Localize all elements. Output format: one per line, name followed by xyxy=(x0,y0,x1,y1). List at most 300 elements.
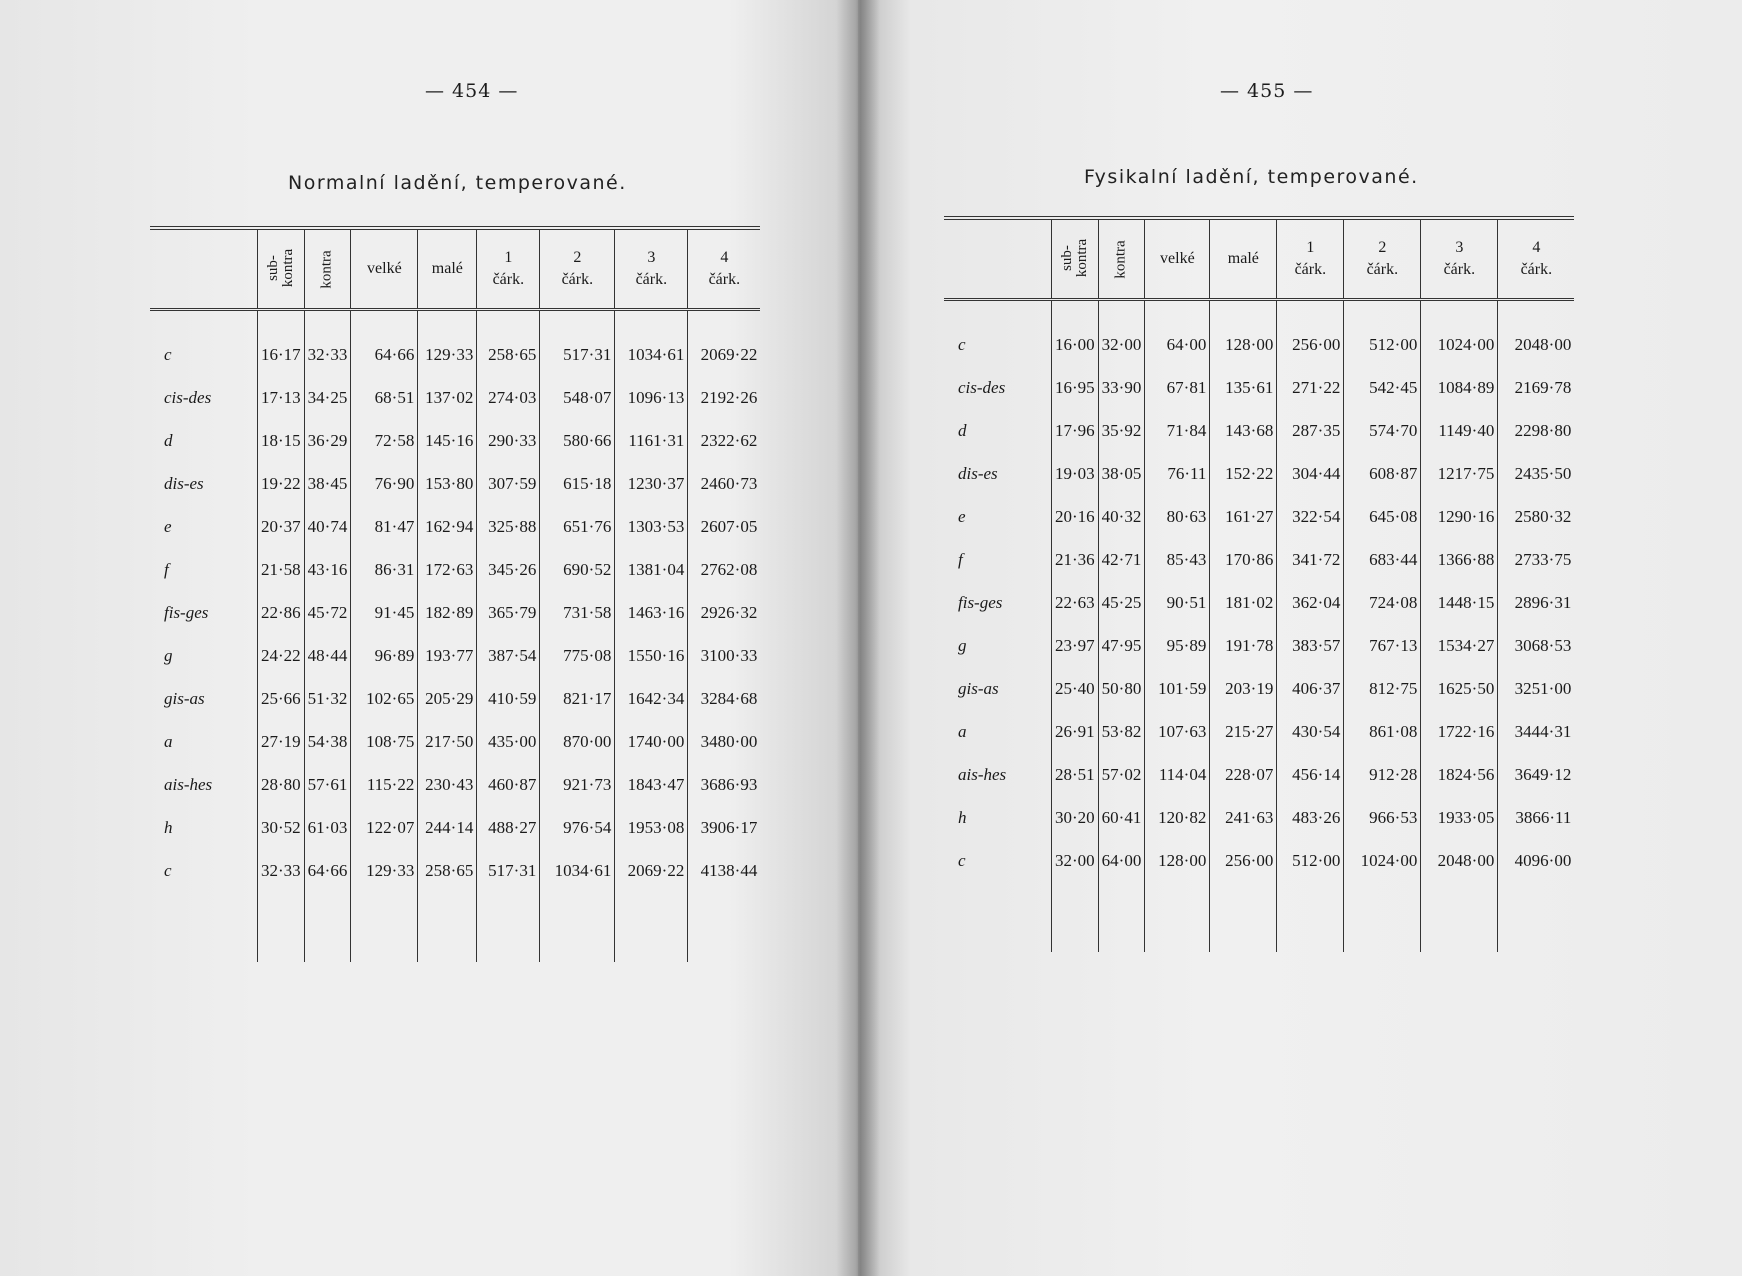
spacer-cell xyxy=(1277,882,1344,952)
frequency-cell: 271·22 xyxy=(1277,366,1344,409)
frequency-cell: 193·77 xyxy=(418,634,477,677)
table-row xyxy=(944,796,1574,839)
frequency-cell: 137·02 xyxy=(418,376,477,419)
note-name-cell: d xyxy=(958,420,967,440)
frequency-cell: 54·38 xyxy=(304,720,351,763)
spacer-cell xyxy=(1421,300,1498,324)
note-name-cell: f xyxy=(164,559,169,579)
frequency-cell: 410·59 xyxy=(477,677,540,720)
frequency-cell: 18·15 xyxy=(258,419,305,462)
frequency-cell: 651·76 xyxy=(540,505,615,548)
frequency-cell: 2322·62 xyxy=(688,419,761,462)
table-row xyxy=(150,677,760,720)
frequency-cell: 129·33 xyxy=(418,333,477,376)
frequency-cell: 107·63 xyxy=(1145,710,1210,753)
note-name-cell: gis-as xyxy=(164,688,205,708)
spacer-cell xyxy=(1344,300,1421,324)
frequency-cell: 203·19 xyxy=(1210,667,1277,710)
header-subkontra: sub- kontra xyxy=(1052,218,1099,300)
note-name-cell: d xyxy=(164,430,173,450)
frequency-cell: 812·75 xyxy=(1344,667,1421,710)
frequency-cell: 365·79 xyxy=(477,591,540,634)
spacer-cell xyxy=(150,310,258,334)
frequency-cell: 71·84 xyxy=(1145,409,1210,452)
frequency-cell: 25·40 xyxy=(1052,667,1099,710)
frequency-cell: 2435·50 xyxy=(1498,452,1575,495)
frequency-cell: 2733·75 xyxy=(1498,538,1575,581)
frequency-cell: 72·58 xyxy=(351,419,418,462)
page-number: — 454 — xyxy=(425,80,519,102)
frequency-cell: 345·26 xyxy=(477,548,540,591)
frequency-cell: 143·68 xyxy=(1210,409,1277,452)
note-name-cell: fis-ges xyxy=(958,592,1003,612)
frequency-cell: 1024·00 xyxy=(1344,839,1421,882)
frequency-cell: 120·82 xyxy=(1145,796,1210,839)
frequency-cell: 3100·33 xyxy=(688,634,761,677)
table-row xyxy=(150,849,760,892)
frequency-cell: 548·07 xyxy=(540,376,615,419)
book-gutter xyxy=(836,0,880,1276)
frequency-cell: 22·86 xyxy=(258,591,305,634)
frequency-cell: 244·14 xyxy=(418,806,477,849)
frequency-cell: 2069·22 xyxy=(688,333,761,376)
frequency-cell: 608·87 xyxy=(1344,452,1421,495)
frequency-cell: 191·78 xyxy=(1210,624,1277,667)
spacer-cell xyxy=(1145,882,1210,952)
header-3-cark: 3 čárk. xyxy=(615,228,688,310)
table-row xyxy=(944,667,1574,710)
frequency-cell: 2926·32 xyxy=(688,591,761,634)
frequency-cell: 1034·61 xyxy=(615,333,688,376)
table-row xyxy=(944,753,1574,796)
frequency-cell: 3251·00 xyxy=(1498,667,1575,710)
frequency-cell: 307·59 xyxy=(477,462,540,505)
frequency-cell: 3906·17 xyxy=(688,806,761,849)
frequency-cell: 821·17 xyxy=(540,677,615,720)
frequency-cell: 1740·00 xyxy=(615,720,688,763)
frequency-cell: 3649·12 xyxy=(1498,753,1575,796)
frequency-cell: 383·57 xyxy=(1277,624,1344,667)
frequency-cell: 2192·26 xyxy=(688,376,761,419)
frequency-cell: 161·27 xyxy=(1210,495,1277,538)
spacer-cell xyxy=(1052,300,1099,324)
frequency-cell: 102·65 xyxy=(351,677,418,720)
frequency-cell: 80·63 xyxy=(1145,495,1210,538)
frequency-cell: 28·80 xyxy=(258,763,305,806)
frequency-cell: 2580·32 xyxy=(1498,495,1575,538)
frequency-cell: 61·03 xyxy=(304,806,351,849)
note-name-cell: dis-es xyxy=(164,473,204,493)
table-row xyxy=(944,323,1574,366)
frequency-cell: 2169·78 xyxy=(1498,366,1575,409)
table-row xyxy=(150,462,760,505)
frequency-cell: 258·65 xyxy=(477,333,540,376)
spacer-cell xyxy=(615,310,688,334)
header-male: malé xyxy=(418,228,477,310)
frequency-cell: 64·66 xyxy=(304,849,351,892)
frequency-cell: 81·47 xyxy=(351,505,418,548)
frequency-cell: 2069·22 xyxy=(615,849,688,892)
frequency-cell: 32·33 xyxy=(304,333,351,376)
spacer-cell xyxy=(477,892,540,962)
note-name-cell: fis-ges xyxy=(164,602,209,622)
frequency-cell: 16·00 xyxy=(1052,323,1099,366)
frequency-cell: 1034·61 xyxy=(540,849,615,892)
frequency-cell: 3068·53 xyxy=(1498,624,1575,667)
spacer-cell xyxy=(258,310,305,334)
spacer-cell xyxy=(944,882,1052,952)
spacer-cell xyxy=(418,892,477,962)
frequency-cell: 217·50 xyxy=(418,720,477,763)
table-row xyxy=(944,710,1574,753)
frequency-cell: 1843·47 xyxy=(615,763,688,806)
frequency-cell: 435·00 xyxy=(477,720,540,763)
frequency-cell: 430·54 xyxy=(1277,710,1344,753)
frequency-cell: 2460·73 xyxy=(688,462,761,505)
frequency-cell: 921·73 xyxy=(540,763,615,806)
frequency-table xyxy=(150,226,760,962)
frequency-cell: 57·02 xyxy=(1098,753,1145,796)
frequency-cell: 33·90 xyxy=(1098,366,1145,409)
frequency-cell: 64·00 xyxy=(1145,323,1210,366)
frequency-cell: 22·63 xyxy=(1052,581,1099,624)
frequency-cell: 483·26 xyxy=(1277,796,1344,839)
table-row xyxy=(944,495,1574,538)
frequency-cell: 775·08 xyxy=(540,634,615,677)
table-row xyxy=(944,409,1574,452)
frequency-cell: 128·00 xyxy=(1210,323,1277,366)
spacer-cell xyxy=(1498,882,1575,952)
frequency-cell: 76·90 xyxy=(351,462,418,505)
note-name-cell: cis-des xyxy=(164,387,212,407)
frequency-cell: 4096·00 xyxy=(1498,839,1575,882)
header-velke: velké xyxy=(351,228,418,310)
table-row xyxy=(150,419,760,462)
table-row xyxy=(150,548,760,591)
frequency-cell: 1722·16 xyxy=(1421,710,1498,753)
frequency-cell: 683·44 xyxy=(1344,538,1421,581)
header-kontra: kontra xyxy=(304,228,351,310)
frequency-cell: 64·00 xyxy=(1098,839,1145,882)
frequency-cell: 38·05 xyxy=(1098,452,1145,495)
note-name-cell: g xyxy=(958,635,967,655)
frequency-cell: 32·00 xyxy=(1052,839,1099,882)
right-page xyxy=(858,0,1742,1276)
frequency-cell: 1642·34 xyxy=(615,677,688,720)
frequency-cell: 3444·31 xyxy=(1498,710,1575,753)
frequency-cell: 19·03 xyxy=(1052,452,1099,495)
frequency-cell: 460·87 xyxy=(477,763,540,806)
frequency-cell: 30·20 xyxy=(1052,796,1099,839)
spacer-cell xyxy=(540,310,615,334)
frequency-cell: 60·41 xyxy=(1098,796,1145,839)
frequency-cell: 57·61 xyxy=(304,763,351,806)
frequency-cell: 517·31 xyxy=(477,849,540,892)
note-name-cell: c xyxy=(958,850,966,870)
table-row xyxy=(150,634,760,677)
frequency-cell: 290·33 xyxy=(477,419,540,462)
frequency-cell: 21·58 xyxy=(258,548,305,591)
frequency-cell: 2762·08 xyxy=(688,548,761,591)
frequency-cell: 3480·00 xyxy=(688,720,761,763)
frequency-cell: 101·59 xyxy=(1145,667,1210,710)
frequency-cell: 456·14 xyxy=(1277,753,1344,796)
frequency-cell: 1161·31 xyxy=(615,419,688,462)
frequency-cell: 966·53 xyxy=(1344,796,1421,839)
frequency-cell: 322·54 xyxy=(1277,495,1344,538)
frequency-cell: 28·51 xyxy=(1052,753,1099,796)
header-kontra: kontra xyxy=(1098,218,1145,300)
frequency-cell: 16·95 xyxy=(1052,366,1099,409)
frequency-cell: 162·94 xyxy=(418,505,477,548)
frequency-cell: 170·86 xyxy=(1210,538,1277,581)
header-2-cark: 2 čárk. xyxy=(1344,218,1421,300)
frequency-cell: 1953·08 xyxy=(615,806,688,849)
frequency-cell: 20·16 xyxy=(1052,495,1099,538)
frequency-cell: 23·97 xyxy=(1052,624,1099,667)
spacer-cell xyxy=(304,310,351,334)
frequency-cell: 341·72 xyxy=(1277,538,1344,581)
spacer-cell xyxy=(304,892,351,962)
frequency-cell: 43·16 xyxy=(304,548,351,591)
frequency-cell: 574·70 xyxy=(1344,409,1421,452)
frequency-cell: 1824·56 xyxy=(1421,753,1498,796)
note-name-cell: c xyxy=(164,860,172,880)
frequency-cell: 181·02 xyxy=(1210,581,1277,624)
frequency-cell: 16·17 xyxy=(258,333,305,376)
frequency-cell: 258·65 xyxy=(418,849,477,892)
frequency-cell: 2896·31 xyxy=(1498,581,1575,624)
frequency-cell: 230·43 xyxy=(418,763,477,806)
frequency-cell: 68·51 xyxy=(351,376,418,419)
frequency-cell: 976·54 xyxy=(540,806,615,849)
frequency-cell: 96·89 xyxy=(351,634,418,677)
spacer-cell xyxy=(351,892,418,962)
header-note xyxy=(944,218,1052,300)
frequency-cell: 228·07 xyxy=(1210,753,1277,796)
note-name-cell: c xyxy=(958,334,966,354)
frequency-cell: 1084·89 xyxy=(1421,366,1498,409)
frequency-cell: 91·45 xyxy=(351,591,418,634)
frequency-cell: 1230·37 xyxy=(615,462,688,505)
frequency-cell: 1366·88 xyxy=(1421,538,1498,581)
table-row xyxy=(944,452,1574,495)
table-row xyxy=(944,581,1574,624)
frequency-cell: 287·35 xyxy=(1277,409,1344,452)
note-name-cell: dis-es xyxy=(958,463,998,483)
page-title: Fysikalní ladění, temperované. xyxy=(1084,166,1419,188)
table-row xyxy=(150,591,760,634)
frequency-cell: 256·00 xyxy=(1210,839,1277,882)
frequency-cell: 32·00 xyxy=(1098,323,1145,366)
header-note xyxy=(150,228,258,310)
table-header-row xyxy=(944,218,1574,300)
frequency-cell: 1290·16 xyxy=(1421,495,1498,538)
frequency-cell: 53·82 xyxy=(1098,710,1145,753)
frequency-cell: 42·71 xyxy=(1098,538,1145,581)
table-row xyxy=(150,333,760,376)
frequency-cell: 2298·80 xyxy=(1498,409,1575,452)
note-name-cell: g xyxy=(164,645,173,665)
spacer-cell xyxy=(351,310,418,334)
frequency-cell: 182·89 xyxy=(418,591,477,634)
table-row xyxy=(944,839,1574,882)
note-name-cell: a xyxy=(164,731,173,751)
frequency-cell: 34·25 xyxy=(304,376,351,419)
frequency-cell: 3866·11 xyxy=(1498,796,1575,839)
frequency-cell: 1448·15 xyxy=(1421,581,1498,624)
frequency-cell: 76·11 xyxy=(1145,452,1210,495)
frequency-cell: 25·66 xyxy=(258,677,305,720)
note-name-cell: ais-hes xyxy=(958,764,1007,784)
spacer-cell xyxy=(1498,300,1575,324)
frequency-cell: 1096·13 xyxy=(615,376,688,419)
frequency-cell: 488·27 xyxy=(477,806,540,849)
note-name-cell: c xyxy=(164,344,172,364)
note-name-cell: f xyxy=(958,549,963,569)
spacer-cell xyxy=(1210,882,1277,952)
frequency-cell: 21·36 xyxy=(1052,538,1099,581)
frequency-cell: 45·72 xyxy=(304,591,351,634)
frequency-cell: 90·51 xyxy=(1145,581,1210,624)
spacer-cell xyxy=(688,310,761,334)
frequency-cell: 122·07 xyxy=(351,806,418,849)
frequency-cell: 47·95 xyxy=(1098,624,1145,667)
note-name-cell: h xyxy=(958,807,967,827)
frequency-cell: 172·63 xyxy=(418,548,477,591)
frequency-cell: 86·31 xyxy=(351,548,418,591)
spacer-cell xyxy=(1210,300,1277,324)
frequency-cell: 48·44 xyxy=(304,634,351,677)
header-4-cark: 4 čárk. xyxy=(688,228,761,310)
frequency-cell: 20·37 xyxy=(258,505,305,548)
frequency-cell: 215·27 xyxy=(1210,710,1277,753)
frequency-cell: 24·22 xyxy=(258,634,305,677)
frequency-cell: 26·91 xyxy=(1052,710,1099,753)
note-name-cell: cis-des xyxy=(958,377,1006,397)
spacer-cell xyxy=(418,310,477,334)
frequency-cell: 50·80 xyxy=(1098,667,1145,710)
frequency-cell: 512·00 xyxy=(1344,323,1421,366)
frequency-cell: 2607·05 xyxy=(688,505,761,548)
frequency-cell: 128·00 xyxy=(1145,839,1210,882)
table-row xyxy=(944,538,1574,581)
frequency-cell: 40·74 xyxy=(304,505,351,548)
spacer-cell xyxy=(944,300,1052,324)
spacer-cell xyxy=(477,310,540,334)
frequency-cell: 1550·16 xyxy=(615,634,688,677)
frequency-cell: 690·52 xyxy=(540,548,615,591)
frequency-cell: 135·61 xyxy=(1210,366,1277,409)
spacer-cell xyxy=(1052,882,1099,952)
frequency-cell: 274·03 xyxy=(477,376,540,419)
header-male: malé xyxy=(1210,218,1277,300)
frequency-cell: 724·08 xyxy=(1344,581,1421,624)
frequency-cell: 67·81 xyxy=(1145,366,1210,409)
frequency-cell: 32·33 xyxy=(258,849,305,892)
frequency-cell: 30·52 xyxy=(258,806,305,849)
frequency-cell: 256·00 xyxy=(1277,323,1344,366)
frequency-cell: 2048·00 xyxy=(1498,323,1575,366)
frequency-cell: 580·66 xyxy=(540,419,615,462)
frequency-cell: 40·32 xyxy=(1098,495,1145,538)
frequency-cell: 51·32 xyxy=(304,677,351,720)
frequency-cell: 19·22 xyxy=(258,462,305,505)
header-3-cark: 3 čárk. xyxy=(1421,218,1498,300)
table-header-row xyxy=(150,228,760,310)
header-1-cark: 1 čárk. xyxy=(477,228,540,310)
frequency-cell: 1534·27 xyxy=(1421,624,1498,667)
header-2-cark: 2 čárk. xyxy=(540,228,615,310)
frequency-cell: 35·92 xyxy=(1098,409,1145,452)
frequency-cell: 615·18 xyxy=(540,462,615,505)
frequency-cell: 1381·04 xyxy=(615,548,688,591)
frequency-cell: 645·08 xyxy=(1344,495,1421,538)
header-subkontra: sub- kontra xyxy=(258,228,305,310)
note-name-cell: ais-hes xyxy=(164,774,213,794)
spacer-cell xyxy=(150,892,258,962)
frequency-cell: 387·54 xyxy=(477,634,540,677)
spacer-cell xyxy=(688,892,761,962)
frequency-cell: 45·25 xyxy=(1098,581,1145,624)
header-velke: velké xyxy=(1145,218,1210,300)
frequency-cell: 912·28 xyxy=(1344,753,1421,796)
frequency-cell: 64·66 xyxy=(351,333,418,376)
note-name-cell: a xyxy=(958,721,967,741)
frequency-cell: 153·80 xyxy=(418,462,477,505)
frequency-cell: 512·00 xyxy=(1277,839,1344,882)
frequency-cell: 325·88 xyxy=(477,505,540,548)
header-4-cark: 4 čárk. xyxy=(1498,218,1575,300)
frequency-cell: 861·08 xyxy=(1344,710,1421,753)
frequency-cell: 2048·00 xyxy=(1421,839,1498,882)
frequency-cell: 4138·44 xyxy=(688,849,761,892)
frequency-cell: 517·31 xyxy=(540,333,615,376)
frequency-cell: 1625·50 xyxy=(1421,667,1498,710)
table-row xyxy=(150,763,760,806)
frequency-table xyxy=(944,216,1574,952)
frequency-cell: 95·89 xyxy=(1145,624,1210,667)
spacer-cell xyxy=(1277,300,1344,324)
frequency-cell: 731·58 xyxy=(540,591,615,634)
left-page xyxy=(0,0,858,1276)
frequency-cell: 1463·16 xyxy=(615,591,688,634)
header-1-cark: 1 čárk. xyxy=(1277,218,1344,300)
frequency-cell: 1933·05 xyxy=(1421,796,1498,839)
table-row xyxy=(944,366,1574,409)
frequency-cell: 129·33 xyxy=(351,849,418,892)
frequency-cell: 3284·68 xyxy=(688,677,761,720)
table-row xyxy=(150,806,760,849)
page-title: Normalní ladění, temperované. xyxy=(288,172,627,194)
spacer-cell xyxy=(258,892,305,962)
table-row xyxy=(150,720,760,763)
spacer-cell xyxy=(1344,882,1421,952)
table-row xyxy=(944,624,1574,667)
frequency-cell: 152·22 xyxy=(1210,452,1277,495)
frequency-cell: 1024·00 xyxy=(1421,323,1498,366)
frequency-cell: 3686·93 xyxy=(688,763,761,806)
frequency-cell: 406·37 xyxy=(1277,667,1344,710)
frequency-cell: 115·22 xyxy=(351,763,418,806)
frequency-cell: 145·16 xyxy=(418,419,477,462)
frequency-cell: 767·13 xyxy=(1344,624,1421,667)
note-name-cell: gis-as xyxy=(958,678,999,698)
frequency-cell: 1217·75 xyxy=(1421,452,1498,495)
frequency-cell: 542·45 xyxy=(1344,366,1421,409)
frequency-cell: 362·04 xyxy=(1277,581,1344,624)
frequency-cell: 36·29 xyxy=(304,419,351,462)
